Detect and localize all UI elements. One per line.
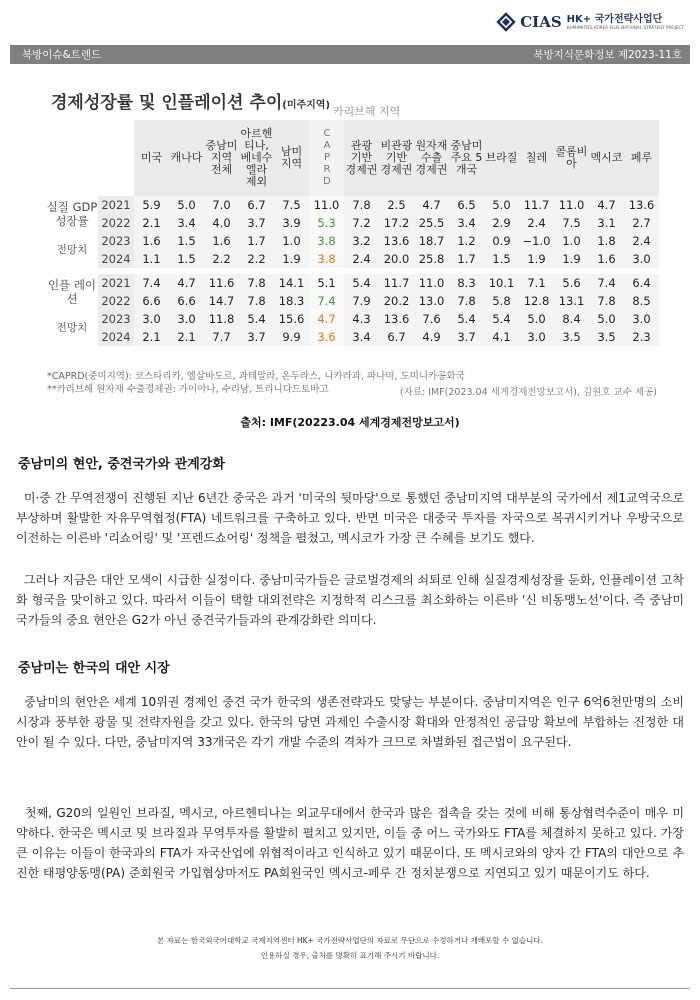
value-cell: 3.7 xyxy=(239,328,274,346)
value-cell: −1.0 xyxy=(519,232,554,250)
value-cell: 4.7 xyxy=(309,310,344,328)
value-cell: 13.1 xyxy=(554,292,589,310)
value-cell: 1.7 xyxy=(449,250,484,271)
column-header: 관광 기반 경제권 xyxy=(344,120,379,196)
corner-cell xyxy=(98,120,134,196)
figure-title: 경제성장률 및 인플레이션 추이(미주지역) xyxy=(51,93,331,113)
group-label: 인플 레이션 xyxy=(46,271,98,310)
value-cell: 6.6 xyxy=(169,292,204,310)
column-header: 미국 xyxy=(134,120,169,196)
value-cell: 9.9 xyxy=(274,328,309,346)
value-cell: 3.4 xyxy=(344,328,379,346)
value-cell: 1.8 xyxy=(589,232,624,250)
value-cell: 3.8 xyxy=(309,232,344,250)
value-cell: 3.4 xyxy=(169,214,204,232)
year-cell: 2021 xyxy=(98,196,134,214)
value-cell: 5.3 xyxy=(309,214,344,232)
value-cell: 6.7 xyxy=(379,328,414,346)
value-cell: 3.4 xyxy=(449,214,484,232)
value-cell: 0.9 xyxy=(484,232,519,250)
value-cell: 5.0 xyxy=(519,310,554,328)
value-cell: 5.6 xyxy=(554,271,589,292)
cias-logo-icon xyxy=(496,12,516,32)
value-cell: 18.7 xyxy=(414,232,449,250)
column-header: 칠레 xyxy=(519,120,554,196)
table-row xyxy=(46,250,659,271)
year-cell: 2024 xyxy=(98,250,134,271)
figure-note-1: *CAPRD(중미지역): 코스타리카, 엘살바도르, 과테말라, 온두라스, 니카라과, 파나마, 도미니카공화국 xyxy=(47,371,465,382)
value-cell: 3.7 xyxy=(449,328,484,346)
value-cell: 1.1 xyxy=(134,250,169,271)
value-cell: 3.9 xyxy=(274,214,309,232)
value-cell: 2.2 xyxy=(239,250,274,271)
value-cell: 1.5 xyxy=(169,250,204,271)
table-row xyxy=(46,310,659,328)
value-cell: 1.9 xyxy=(519,250,554,271)
value-cell: 1.0 xyxy=(274,232,309,250)
value-cell: 11.0 xyxy=(554,196,589,214)
value-cell: 2.3 xyxy=(624,328,659,346)
column-header: 남미 지역 xyxy=(274,120,309,196)
value-cell: 7.4 xyxy=(309,292,344,310)
value-cell: 3.0 xyxy=(134,310,169,328)
column-header: 브라질 xyxy=(484,120,519,196)
table-row xyxy=(46,196,659,214)
year-cell: 2023 xyxy=(98,232,134,250)
figure-caption: 출처: IMF(20223.04 세계경제전망보고서) xyxy=(240,416,460,429)
section-1-paragraph-2: 그러나 지금은 대안 모색이 시급한 실정이다. 중남미국가들은 글로벌경제의 쇠퇴로 인해 실질경제성장률 둔화, 인플레이션 고착화 형국을 맞이하고 있다. 따라서 이들이 택할 대외전략은 지정학적 리스크를 최소화하는 이른바 '신 비동맹노선'이다. 즉 중남미 국가들의 중요 현안은 G2가 아닌 중견국가들과의 관계강화란 의미다. xyxy=(16,573,684,627)
value-cell: 7.0 xyxy=(204,196,239,214)
column-header: CAPRD xyxy=(309,120,344,196)
column-header: 중남미 지역 전체 xyxy=(204,120,239,196)
growth-inflation-table xyxy=(46,120,659,346)
footer-line-2: 인용하실 경우, 출처를 명확히 표기해 주시기 바랍니다. xyxy=(260,951,440,960)
section-bar xyxy=(10,45,690,64)
value-cell: 4.7 xyxy=(589,196,624,214)
value-cell: 8.3 xyxy=(449,271,484,292)
value-cell: 2.2 xyxy=(204,250,239,271)
value-cell: 2.1 xyxy=(134,328,169,346)
value-cell: 2.4 xyxy=(624,232,659,250)
value-cell: 7.9 xyxy=(344,292,379,310)
value-cell: 25.5 xyxy=(414,214,449,232)
group-label: 실질 GDP 성장률 xyxy=(46,196,98,232)
value-cell: 7.8 xyxy=(239,271,274,292)
value-cell: 2.1 xyxy=(169,328,204,346)
projection-label: 전망치 xyxy=(46,310,98,346)
value-cell: 5.9 xyxy=(134,196,169,214)
value-cell: 14.1 xyxy=(274,271,309,292)
value-cell: 4.9 xyxy=(414,328,449,346)
value-cell: 5.4 xyxy=(239,310,274,328)
column-header: 멕시코 xyxy=(589,120,624,196)
value-cell: 1.5 xyxy=(169,232,204,250)
value-cell: 1.2 xyxy=(449,232,484,250)
year-cell: 2021 xyxy=(98,271,134,292)
column-header: 원자재 수출 경제권 xyxy=(414,120,449,196)
column-header: 페루 xyxy=(624,120,659,196)
value-cell: 5.0 xyxy=(589,310,624,328)
year-cell: 2022 xyxy=(98,292,134,310)
section-2-paragraph-2: 첫째, G20의 일원인 브라질, 멕시코, 아르헨티나는 외교무대에서 한국과 많은 접촉을 갖는 것에 비해 통상협력수준이 매우 미약하다. 한국은 멕시코 및 브라질과 무역투자를 활발히 펼치고 있지만, 이들 중 어느 국가와도 FTA를 체결하지 못하고 있다. 가장 큰 이유는 이들이 한국과의 FTA가 자국산업에 위협적이라고 인식하고 있기 때문이다. 또 멕시코와의 양자 간 FTA의 대안으로 추진한 태평양동맹(PA) 준회원국 가입협상마저도 PA회원국인 멕시코-페루 간 정치분쟁으로 지연되고 있기 때문이기도 하다. xyxy=(16,806,684,880)
value-cell: 6.5 xyxy=(449,196,484,214)
value-cell: 1.6 xyxy=(589,250,624,271)
column-header: 콜롬비아 xyxy=(554,120,589,196)
value-cell: 13.6 xyxy=(379,310,414,328)
value-cell: 3.0 xyxy=(519,328,554,346)
value-cell: 1.9 xyxy=(274,250,309,271)
year-cell: 2022 xyxy=(98,214,134,232)
value-cell: 2.7 xyxy=(624,214,659,232)
value-cell: 3.5 xyxy=(589,328,624,346)
value-cell: 6.4 xyxy=(624,271,659,292)
value-cell: 2.1 xyxy=(134,214,169,232)
section-heading-2: 중남미는 한국의 대안 시장 xyxy=(18,661,170,676)
org-subtitle: HUMANITIES KOREA PLUS NATIONAL STRATEGY PROJECT xyxy=(566,25,684,30)
value-cell: 8.5 xyxy=(624,292,659,310)
footer-line-1: 본 자료는 한국외국어대학교 국제지역센터 HK+ 국가전략사업단의 자료로 무단으로 수정하거나 재배포할 수 없습니다. xyxy=(157,936,543,945)
value-cell: 7.2 xyxy=(344,214,379,232)
value-cell: 3.0 xyxy=(624,310,659,328)
value-cell: 3.8 xyxy=(309,250,344,271)
value-cell: 14.7 xyxy=(204,292,239,310)
value-cell: 20.0 xyxy=(379,250,414,271)
section-2-paragraph-1: 중남미의 현안은 세계 10위권 경제인 중견 국가 한국의 생존전략과도 맞닿는 부분이다. 중남미지역은 인구 6억6천만명의 소비시장과 풍부한 광물 및 전략자원을 갖고 있다. 한국의 당면 과제인 수출시장 확대와 안정적인 공급망 확보에 부합하는 진정한 대안이 될 수 있다. 다만, 중남미지역 33개국은 각기 개발 수준의 격차가 크므로 차별화된 접근법이 요구된다. xyxy=(16,695,684,749)
value-cell: 3.2 xyxy=(344,232,379,250)
value-cell: 10.1 xyxy=(484,271,519,292)
projection-label: 전망치 xyxy=(46,232,98,271)
value-cell: 3.6 xyxy=(309,328,344,346)
value-cell: 5.4 xyxy=(484,310,519,328)
value-cell: 4.3 xyxy=(344,310,379,328)
value-cell: 11.7 xyxy=(519,196,554,214)
value-cell: 5.1 xyxy=(309,271,344,292)
value-cell: 3.7 xyxy=(239,214,274,232)
value-cell: 6.6 xyxy=(134,292,169,310)
value-cell: 3.5 xyxy=(554,328,589,346)
value-cell: 2.9 xyxy=(484,214,519,232)
table-row xyxy=(46,292,659,310)
column-header: 캐나다 xyxy=(169,120,204,196)
footer-notice xyxy=(0,933,700,963)
value-cell: 5.8 xyxy=(484,292,519,310)
value-cell: 11.8 xyxy=(204,310,239,328)
value-cell: 18.3 xyxy=(274,292,309,310)
value-cell: 4.1 xyxy=(484,328,519,346)
org-name: HK+ 국가전략사업단 xyxy=(566,14,663,25)
value-cell: 7.8 xyxy=(239,292,274,310)
year-cell: 2023 xyxy=(98,310,134,328)
value-cell: 20.2 xyxy=(379,292,414,310)
value-cell: 5.4 xyxy=(449,310,484,328)
value-cell: 25.8 xyxy=(414,250,449,271)
value-cell: 1.5 xyxy=(484,250,519,271)
year-cell: 2024 xyxy=(98,328,134,346)
value-cell: 1.6 xyxy=(134,232,169,250)
column-header: 중남미 주요 5개국 xyxy=(449,120,484,196)
value-cell: 7.1 xyxy=(519,271,554,292)
value-cell: 7.4 xyxy=(589,271,624,292)
section-heading-1: 중남미의 현안, 중견국가와 관계강화 xyxy=(18,457,225,472)
value-cell: 15.6 xyxy=(274,310,309,328)
value-cell: 11.6 xyxy=(204,271,239,292)
value-cell: 3.0 xyxy=(624,250,659,271)
value-cell: 3.1 xyxy=(589,214,624,232)
value-cell: 7.5 xyxy=(274,196,309,214)
value-cell: 7.4 xyxy=(134,271,169,292)
table-row xyxy=(46,214,659,232)
table-row xyxy=(46,328,659,346)
value-cell: 1.7 xyxy=(239,232,274,250)
caribbean-label: 카리브해 지역 xyxy=(333,105,401,118)
figure-source: (자료: IMF(2023.04 세계경제전망보고서), 김원호 교수 제공) xyxy=(399,387,657,398)
value-cell: 11.0 xyxy=(309,196,344,214)
value-cell: 12.8 xyxy=(519,292,554,310)
column-header: 아르헨티나, 베네수엘라 제외 xyxy=(239,120,274,196)
value-cell: 13.6 xyxy=(379,232,414,250)
value-cell: 3.0 xyxy=(169,310,204,328)
value-cell: 2.4 xyxy=(344,250,379,271)
value-cell: 4.7 xyxy=(414,196,449,214)
value-cell: 11.0 xyxy=(414,271,449,292)
value-cell: 4.0 xyxy=(204,214,239,232)
value-cell: 11.7 xyxy=(379,271,414,292)
value-cell: 1.9 xyxy=(554,250,589,271)
value-cell: 13.6 xyxy=(624,196,659,214)
value-cell: 4.7 xyxy=(169,271,204,292)
value-cell: 17.2 xyxy=(379,214,414,232)
value-cell: 7.8 xyxy=(449,292,484,310)
value-cell: 13.0 xyxy=(414,292,449,310)
value-cell: 5.4 xyxy=(344,271,379,292)
value-cell: 7.8 xyxy=(344,196,379,214)
bar-right-label: 북방지식문화정보 제2023-11호 xyxy=(533,49,682,61)
value-cell: 7.8 xyxy=(589,292,624,310)
corner-cell xyxy=(46,120,98,196)
value-cell: 7.7 xyxy=(204,328,239,346)
value-cell: 5.0 xyxy=(169,196,204,214)
value-cell: 1.0 xyxy=(554,232,589,250)
value-cell: 2.4 xyxy=(519,214,554,232)
value-cell: 5.0 xyxy=(484,196,519,214)
column-header: 비관광 기반 경제권 xyxy=(379,120,414,196)
logo-mark-text: CIAS xyxy=(520,13,562,31)
value-cell: 6.7 xyxy=(239,196,274,214)
figure-table-image xyxy=(43,88,661,408)
bar-left-label: 북방이슈&트렌드 xyxy=(22,49,102,61)
value-cell: 7.6 xyxy=(414,310,449,328)
value-cell: 1.6 xyxy=(204,232,239,250)
header-logo xyxy=(496,12,684,32)
bottom-divider xyxy=(10,988,690,989)
value-cell: 7.5 xyxy=(554,214,589,232)
table-row xyxy=(46,271,659,292)
figure-note-2: **카리브해 원자재 수출경제권: 가이아나, 수리남, 트리니다드토바고 xyxy=(47,384,329,395)
value-cell: 8.4 xyxy=(554,310,589,328)
value-cell: 2.5 xyxy=(379,196,414,214)
section-1-paragraph-1: 미·중 간 무역전쟁이 진행된 지난 6년간 중국은 과거 '미국의 뒷마당'으로 통했던 중남미지역 대부분의 국가에서 제1교역국으로 부상하며 활발한 자유무역협정(FTA) 네트워크를 구축하고 있다. 반면 미국은 대중국 투자를 자국으로 복귀시키거나 우방국으로 이전하는 이른바 '리쇼어링' 및 '프렌드쇼어링' 정책을 펼쳤고, 멕시코가 가장 큰 수혜를 보기도 했다. xyxy=(16,491,684,545)
table-row xyxy=(46,232,659,250)
